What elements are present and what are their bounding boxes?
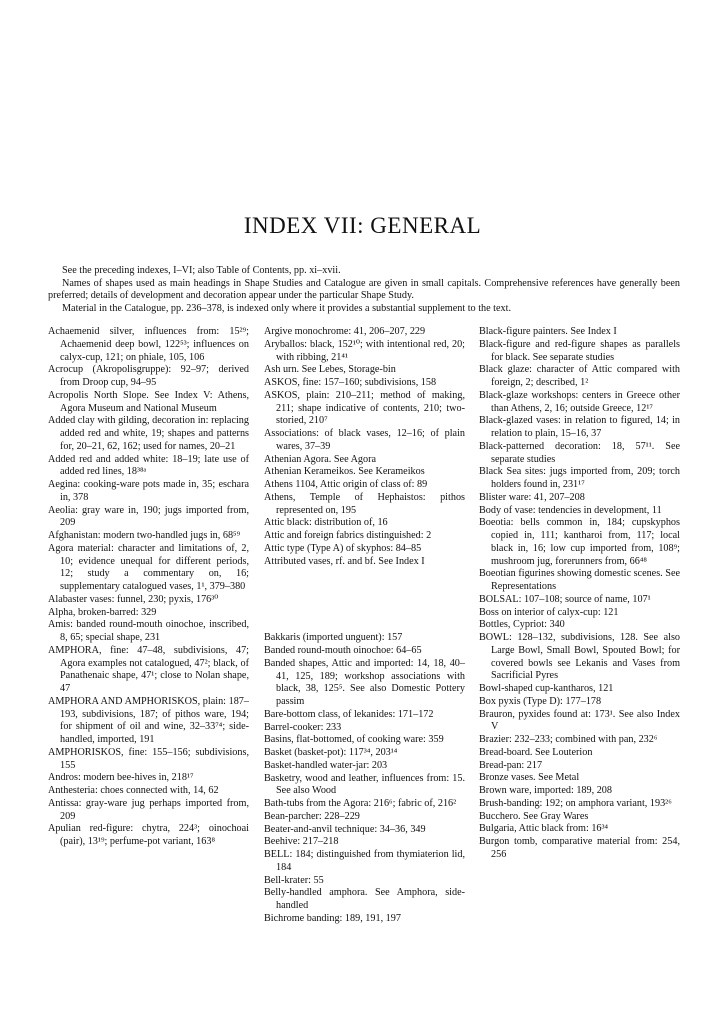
- index-entry: Black-figure and red-figure shapes as parallels for black. See separate studies: [479, 338, 680, 363]
- index-entry: Bean-parcher: 228–229: [264, 810, 360, 822]
- index-entry: Achaemenid silver, influences from: 15²⁹; Achaemenid deep bowl, 122⁵³; influences on calyx-cup, 121; on phiale, 105, 106: [48, 326, 249, 363]
- index-entry: Athens, Temple of Hephaistos: pithos represented on, 195: [264, 491, 465, 516]
- index-entry: Attributed vases, rf. and bf. See Index I: [264, 555, 425, 567]
- index-entry: Athenian Kerameikos. See Kerameikos: [264, 466, 425, 478]
- index-entry: Brown ware, imported: 189, 208: [479, 785, 612, 796]
- index-entry: Amis: banded round-mouth oinochoe, inscribed, 8, 65; special shape, 231: [48, 619, 249, 643]
- index-entry: Barrel-cooker: 233: [264, 721, 342, 733]
- index-entry: Acrocup (Akropolisgruppe): 92–97; derived from Droop cup, 94–95: [48, 364, 249, 388]
- index-entry: Bichrome banding: 189, 191, 197: [264, 912, 401, 924]
- index-entry: Basket (basket-pot): 117³⁴, 203¹⁴: [264, 747, 398, 758]
- index-entry: BOWL: 128–132, subdivisions, 128. See also Large Bowl, Small Bowl, Spouted Bowl; for covered bowls see Lekanis and Vases from Sacrificial Pyres: [479, 632, 680, 682]
- index-entry: Blister ware: 41, 207–208: [479, 491, 585, 503]
- index-entry: Boeotia: bells common in, 184; cupskyphos copied in, 111; kantharoi from, 117; local black in, 16; low cup imported from, 108⁹; mushroom jug, forerunners from, 66⁴⁸: [479, 517, 680, 567]
- index-entry: Black Sea sites: jugs imported from, 209; torch holders found in, 231¹⁷: [479, 466, 680, 490]
- index-entry: Bowl-shaped cup-kantharos, 121: [479, 683, 614, 694]
- index-entry: Associations: of black vases, 12–16; of plain wares, 37–39: [264, 428, 465, 452]
- index-entry: Bell-krater: 55: [264, 874, 324, 886]
- index-entry: AMPHORA, fine: 47–48, subdivisions, 47; Agora examples not catalogued, 47²; black, of Panathenaic shape, 47¹; close to Nolan shape, 47: [48, 644, 249, 694]
- index-entry: AMPHORA AND AMPHORISKOS, plain: 187–193, subdivisions, 187; of pithos ware, 194; for shipment of oil and wine, 32–33⁷⁴; side-handled, imported, 191: [48, 695, 249, 745]
- index-entry: Bottles, Cypriot: 340: [479, 619, 565, 631]
- index-entry: Athenian Agora. See Agora: [264, 453, 377, 465]
- intro-paragraph: Material in the Catalogue, pp. 236–378, is indexed only where it provides a substantial supplement to the text.: [62, 302, 512, 314]
- index-entry: Added clay with gilding, decoration in: replacing added red and white, 19; shapes and patterns for, 20–21, 62, 162; used for names, 20–21: [48, 415, 249, 452]
- index-entry: Attic type (Type A) of skyphos: 84–85: [264, 542, 422, 554]
- index-entry: Belly-handled amphora. See Amphora, side-handled: [264, 887, 465, 911]
- index-entry: Banded shapes, Attic and imported: 14, 18, 40–41, 125, 189; workshop associations with black, 38, 125⁵. See also Domestic Pottery passim: [264, 657, 465, 707]
- index-entry: Box pyxis (Type D): 177–178: [479, 695, 602, 707]
- index-entry: Bronze vases. See Metal: [479, 772, 580, 784]
- index-entry: Alabaster vases: funnel, 230; pyxis, 176³⁰: [48, 593, 219, 605]
- index-entry: Aeolia: gray ware in, 190; jugs imported from, 209: [48, 504, 249, 529]
- index-entry: Aryballos: black, 152¹⁰; with intentional red, 20; with ribbing, 21⁴¹: [264, 338, 465, 363]
- index-entry: Aegina: cooking-ware pots made in, 35; eschara in, 378: [48, 479, 249, 503]
- index-entry: Andros: modern bee-hives in, 218¹⁷: [48, 772, 194, 784]
- index-entry: Burgon tomb, comparative material from: 254, 256: [479, 836, 680, 860]
- index-entry: BOLSAL: 107–108; source of name, 107¹: [479, 593, 651, 605]
- index-entry: BELL: 184; distinguished from thymiaterion lid, 184: [264, 849, 465, 873]
- index-entry: Afghanistan: modern two-handled jugs in, 68⁵⁹: [48, 530, 241, 541]
- index-entry: Black-glazed vases: in relation to figured, 14; in relation to plain, 15–16, 37: [479, 415, 680, 439]
- index-entry: Bread-board. See Louterion: [479, 746, 593, 758]
- index-entry: Brauron, pyxides found at: 173¹. See also Index V: [479, 708, 680, 733]
- index-entry: Black glaze: character of Attic compared with foreign, 2; described, 1²: [479, 364, 680, 388]
- index-entry: ASKOS, plain: 210–211; method of making, 211; shape indicative of contents, 210; two-storied, 210⁷: [264, 389, 465, 427]
- index-column-1: [48, 326, 249, 849]
- index-entry: Added red and added white: 18–19; late use of added red lines, 18³⁸ᵃ: [48, 453, 249, 478]
- index-entry: Apulian red-figure: chytra, 224³; oinochoai (pair), 13¹⁹; perfume-pot variant, 163⁸: [48, 823, 249, 847]
- letter-section-gap: [264, 568, 465, 632]
- index-entry: Alpha, broken-barred: 329: [48, 606, 157, 618]
- index-entry: AMPHORISKOS, fine: 155–156; subdivisions, 155: [48, 746, 249, 771]
- index-column-2: [264, 326, 465, 926]
- index-entry: Ash urn. See Lebes, Storage-bin: [264, 364, 396, 376]
- index-entry: Antissa: gray-ware jug perhaps imported from, 209: [48, 797, 249, 822]
- index-entry: Basket-handled water-jar: 203: [264, 759, 388, 771]
- index-entry: Argive monochrome: 41, 206–207, 229: [264, 326, 426, 337]
- index-entry: Athens 1104, Attic origin of class of: 89: [264, 479, 428, 490]
- index-entry: Beater-and-anvil technique: 34–36, 349: [264, 823, 426, 835]
- page-title: INDEX VII: GENERAL: [243, 213, 482, 238]
- intro: [48, 265, 680, 315]
- index-entry: Bucchero. See Gray Wares: [479, 810, 589, 822]
- index-entry: Bare-bottom class, of lekanides: 171–172: [264, 708, 434, 720]
- index-entry: Agora material: character and limitations of, 2, 10; evidence unequal for different periods, 12; study a commentary on, 16; supplementary catalogued vases, 1¹, 379–380: [48, 542, 249, 592]
- index-entry: Acropolis North Slope. See Index V: Athens, Agora Museum and National Museum: [48, 389, 249, 414]
- intro-paragraph: Names of shapes used as main headings in Shape Studies and Catalogue are given in small capitals. Comprehensive references have generally been preferred; details of development and decoration appear under the particular Shape Study.: [48, 277, 680, 302]
- intro-paragraph: See the preceding indexes, I–VI; also Table of Contents, pp. xi–xvii.: [62, 265, 341, 276]
- index-entry: Boss on interior of calyx-cup: 121: [479, 606, 619, 618]
- index-entry: Banded round-mouth oinochoe: 64–65: [264, 645, 422, 656]
- index-entry: Bulgaria, Attic black from: 16³⁴: [479, 823, 609, 835]
- index-entry: Black-patterned decoration: 18, 57¹¹. See separate studies: [479, 440, 680, 465]
- index-entry: ASKOS, fine: 157–160; subdivisions, 158: [264, 377, 437, 388]
- index-entry: Bread-pan: 217: [479, 759, 543, 771]
- index-entry: Black-glaze workshops: centers in Greece other than Athens, 2, 16; outside Greece, 12¹⁷: [479, 389, 680, 414]
- index-entry: Beehive: 217–218: [264, 836, 339, 848]
- index-entry: Basins, flat-bottomed, of cooking ware: 359: [264, 734, 444, 746]
- index-entry: Brush-banding: 192; on amphora variant, 193²⁶: [479, 797, 672, 809]
- index-column-3: [479, 326, 680, 862]
- index-entry: Basketry, wood and leather, influences from: 15. See also Wood: [264, 772, 465, 797]
- index-entry: Bath-tubs from the Agora: 216⁶; fabric of, 216²: [264, 798, 457, 809]
- index-entry: Attic and foreign fabrics distinguished: 2: [264, 530, 432, 541]
- index-entry: Anthesteria: choes connected with, 14, 62: [48, 785, 219, 796]
- index-entry: Bakkaris (imported unguent): 157: [264, 632, 403, 644]
- index-entry: Brazier: 232–233; combined with pan, 232⁶: [479, 734, 658, 745]
- index-entry: Attic black: distribution of, 16: [264, 517, 388, 529]
- index-entry: Body of vase: tendencies in development, 11: [479, 504, 662, 516]
- index-entry: Black-figure painters. See Index I: [479, 326, 617, 337]
- index-entry: Boeotian figurines showing domestic scenes. See Representations: [479, 568, 680, 592]
